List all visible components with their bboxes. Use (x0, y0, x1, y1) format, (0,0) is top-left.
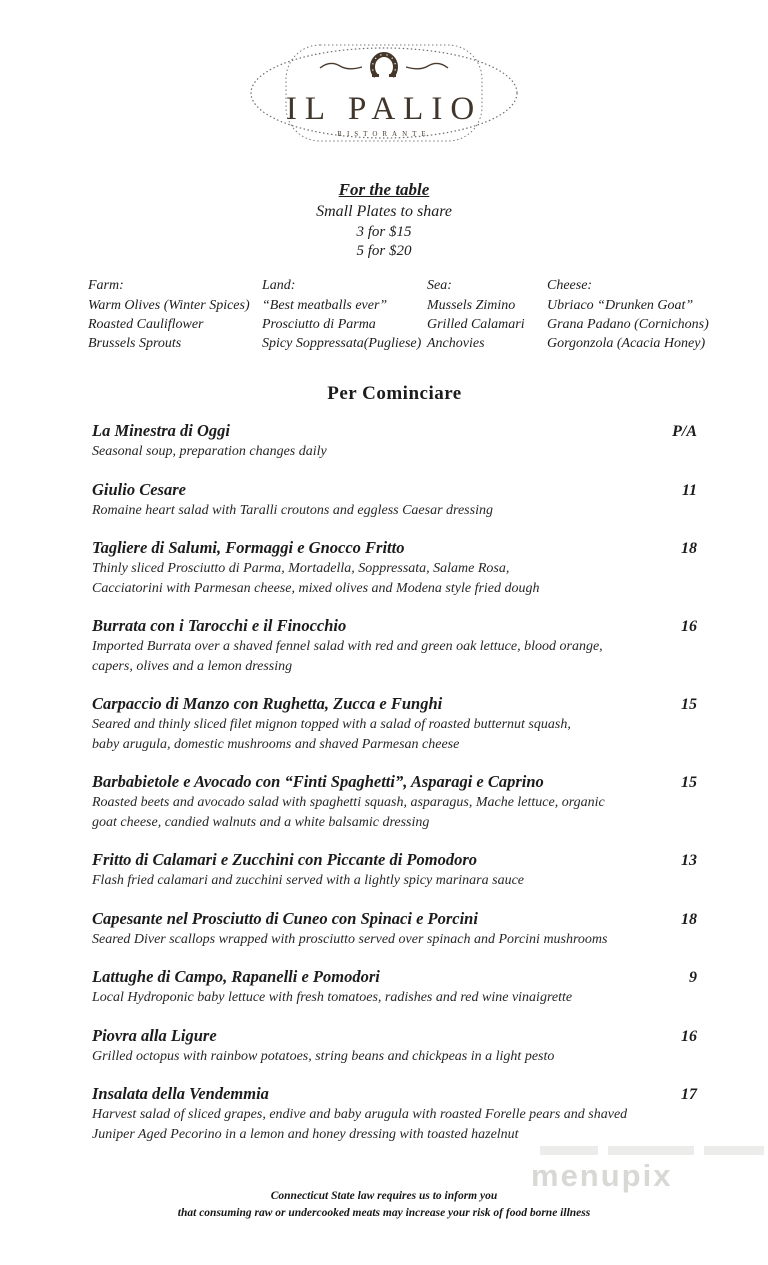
menu-item-name: Carpaccio di Manzo con Rughetta, Zucca e Funghi (92, 694, 443, 713)
menu-item-head (92, 538, 697, 559)
menu-item-description-line: Grilled octopus with rainbow potatoes, string beans and chickpeas in a light pesto (92, 1048, 555, 1064)
column-header: Farm: (88, 278, 124, 293)
menu-item-description (92, 559, 697, 598)
watermark-bars (540, 1146, 768, 1155)
menu-item-description (92, 442, 697, 462)
for-the-table-title: For the table (338, 180, 430, 199)
menu-item-price: 11 (681, 481, 697, 499)
menu-item-description (92, 715, 697, 754)
menu-item (92, 772, 697, 832)
restaurant-subtitle: RISTORANTE (337, 130, 431, 138)
right-flourish (406, 63, 448, 68)
legal-notice-line2: that consuming raw or undercooked meats may increase your risk of food borne illness (177, 1207, 591, 1219)
menu-item-description-line: Juniper Aged Pecorino in a lemon and honey dressing with toasted hazelnut (92, 1126, 519, 1142)
menu-item-name: Lattughe di Campo, Rapanelli e Pomodori (92, 967, 380, 986)
menu-item-description (92, 988, 697, 1008)
menu-items-list (92, 421, 697, 1162)
menu-item-name: Piovra alla Ligure (92, 1025, 217, 1045)
menupix-watermark: menupix (531, 1158, 673, 1193)
menu-item-head (92, 694, 697, 715)
menu-item-name: Fritto di Calamari e Zucchini con Piccante di Pomodoro (92, 850, 478, 869)
restaurant-logo (248, 38, 520, 148)
legal-notice-line1: Connecticut State law requires us to inform you (270, 1190, 498, 1202)
menu-item (92, 967, 697, 1008)
menu-item-head (92, 772, 697, 793)
deal-3-for-15: 3 for $15 (356, 224, 412, 240)
menu-item-price: 16 (681, 618, 697, 635)
column-header: Land: (262, 278, 296, 293)
column-item: “Best meatballs ever” (262, 298, 388, 313)
menu-item-description-line: Seared Diver scallops wrapped with prosciutto served over spinach and Porcini mushrooms (92, 931, 608, 947)
column-item: Prosciutto di Parma (262, 317, 376, 332)
menu-item-head (92, 909, 697, 930)
menu-item-description-line: Thinly sliced Prosciutto di Parma, Mortadella, Soppressata, Salame Rosa, (92, 561, 510, 576)
small-plates-column (427, 276, 547, 353)
legal-notice (0, 1188, 768, 1222)
menu-item-name: Giulio Cesare (92, 479, 186, 499)
menu-item-description-line: goat cheese, candied walnuts and a white balsamic dressing (92, 814, 430, 830)
menu-item-description-line: Seared and thinly sliced filet mignon topped with a salad of roasted butternut squash, (92, 717, 571, 732)
column-header: Sea: (427, 278, 452, 293)
column-items (427, 296, 547, 353)
column-item: Gorgonzola (Acacia Honey) (547, 336, 706, 351)
column-item: Mussels Zimino (427, 298, 516, 313)
menu-item-head (92, 967, 697, 988)
column-item: Grana Padano (Cornichons) (547, 317, 709, 332)
menu-item-description (92, 1105, 697, 1144)
menu-item (92, 538, 697, 598)
deal-5-for-20: 5 for $20 (356, 243, 412, 259)
menu-item-price: 18 (681, 910, 697, 928)
menu-item-price: 9 (689, 969, 697, 986)
menu-item-price: 17 (681, 1086, 697, 1103)
menu-item-description-line: Romaine heart salad with Taralli croutons and eggless Caesar dressing (92, 502, 493, 518)
restaurant-name: IL PALIO (285, 91, 483, 127)
menu-item-head (92, 421, 697, 442)
menu-item-description-line: Seasonal soup, preparation changes daily (92, 444, 327, 459)
menu-item (92, 850, 697, 891)
column-header: Cheese: (547, 278, 593, 293)
small-plates-column (88, 276, 262, 353)
menu-item-description-line: Harvest salad of sliced grapes, endive and baby arugula with roasted Forelle pears and shaved (92, 1107, 628, 1122)
menu-item-description (92, 501, 697, 521)
menu-item-description-line: capers, olives and a lemon dressing (92, 658, 293, 674)
menu-item (92, 1026, 697, 1067)
for-the-table-section (0, 180, 768, 261)
menu-item-description-line: Imported Burrata over a shaved fennel salad with red and green oak lettuce, blood orange, (92, 639, 603, 654)
menu-item-price: 15 (681, 774, 697, 791)
menu-item-description (92, 793, 697, 832)
left-flourish (320, 63, 362, 68)
menu-item-head (92, 1026, 697, 1047)
horseshoe-icon (372, 55, 396, 77)
small-plates-subtitle: Small Plates to share (316, 203, 452, 220)
menu-item-name: Insalata della Vendemmia (92, 1084, 269, 1103)
column-item: Anchovies (427, 336, 485, 351)
small-plates-columns (88, 276, 712, 353)
column-items (88, 296, 262, 353)
menu-item (92, 421, 697, 462)
menu-item-price: 16 (681, 1027, 697, 1045)
menu-item-head (92, 850, 697, 871)
menu-item-head (92, 616, 697, 637)
menu-item-name: La Minestra di Oggi (92, 421, 230, 440)
menu-item-description-line: Local Hydroponic baby lettuce with fresh tomatoes, radishes and red wine vinaigrette (92, 990, 573, 1005)
menu-item-name: Capesante nel Prosciutto di Cuneo con Spinaci e Porcini (92, 908, 478, 928)
section-title: Per Cominciare (327, 383, 462, 404)
menu-item (92, 1084, 697, 1144)
column-item: Warm Olives (Winter Spices) (88, 298, 250, 313)
menu-item (92, 694, 697, 754)
column-item: Roasted Cauliflower (88, 317, 204, 332)
menu-item-head (92, 1084, 697, 1105)
menu-item-description-line: baby arugula, domestic mushrooms and shaved Parmesan cheese (92, 736, 460, 752)
menu-item-name: Barbabietole e Avocado con “Finti Spaghetti”, Asparagi e Caprino (92, 772, 544, 791)
menu-item-head (92, 480, 697, 501)
column-item: Grilled Calamari (427, 317, 525, 332)
menu-item (92, 909, 697, 950)
column-item: Brussels Sprouts (88, 336, 182, 351)
small-plates-column (262, 276, 427, 353)
menu-item (92, 616, 697, 676)
menu-item-description (92, 871, 697, 891)
menu-item-description (92, 637, 697, 676)
menu-item-price: P/A (672, 423, 697, 440)
menu-item-description (92, 930, 697, 950)
menu-item-description-line: Cacciatorini with Parmesan cheese, mixed olives and Modena style fried dough (92, 580, 540, 596)
menu-item-description (92, 1047, 697, 1067)
menu-item-price: 13 (681, 852, 697, 869)
column-items (547, 296, 712, 353)
menu-item-price: 18 (681, 540, 697, 557)
menu-item-name: Tagliere di Salumi, Formaggi e Gnocco Fritto (92, 538, 405, 557)
menu-item (92, 480, 697, 521)
column-item: Ubriaco “Drunken Goat” (547, 298, 694, 313)
column-items (262, 296, 427, 353)
small-plates-column (547, 276, 712, 353)
menu-item-description-line: Roasted beets and avocado salad with spaghetti squash, asparagus, Mache lettuce, organic (92, 795, 605, 810)
column-item: Spicy Soppressata(Pugliese) (262, 336, 422, 351)
menu-item-price: 15 (681, 696, 697, 713)
menu-item-description-line: Flash fried calamari and zucchini served with a lightly spicy marinara sauce (92, 873, 525, 888)
menu-item-name: Burrata con i Tarocchi e il Finocchio (92, 616, 347, 635)
